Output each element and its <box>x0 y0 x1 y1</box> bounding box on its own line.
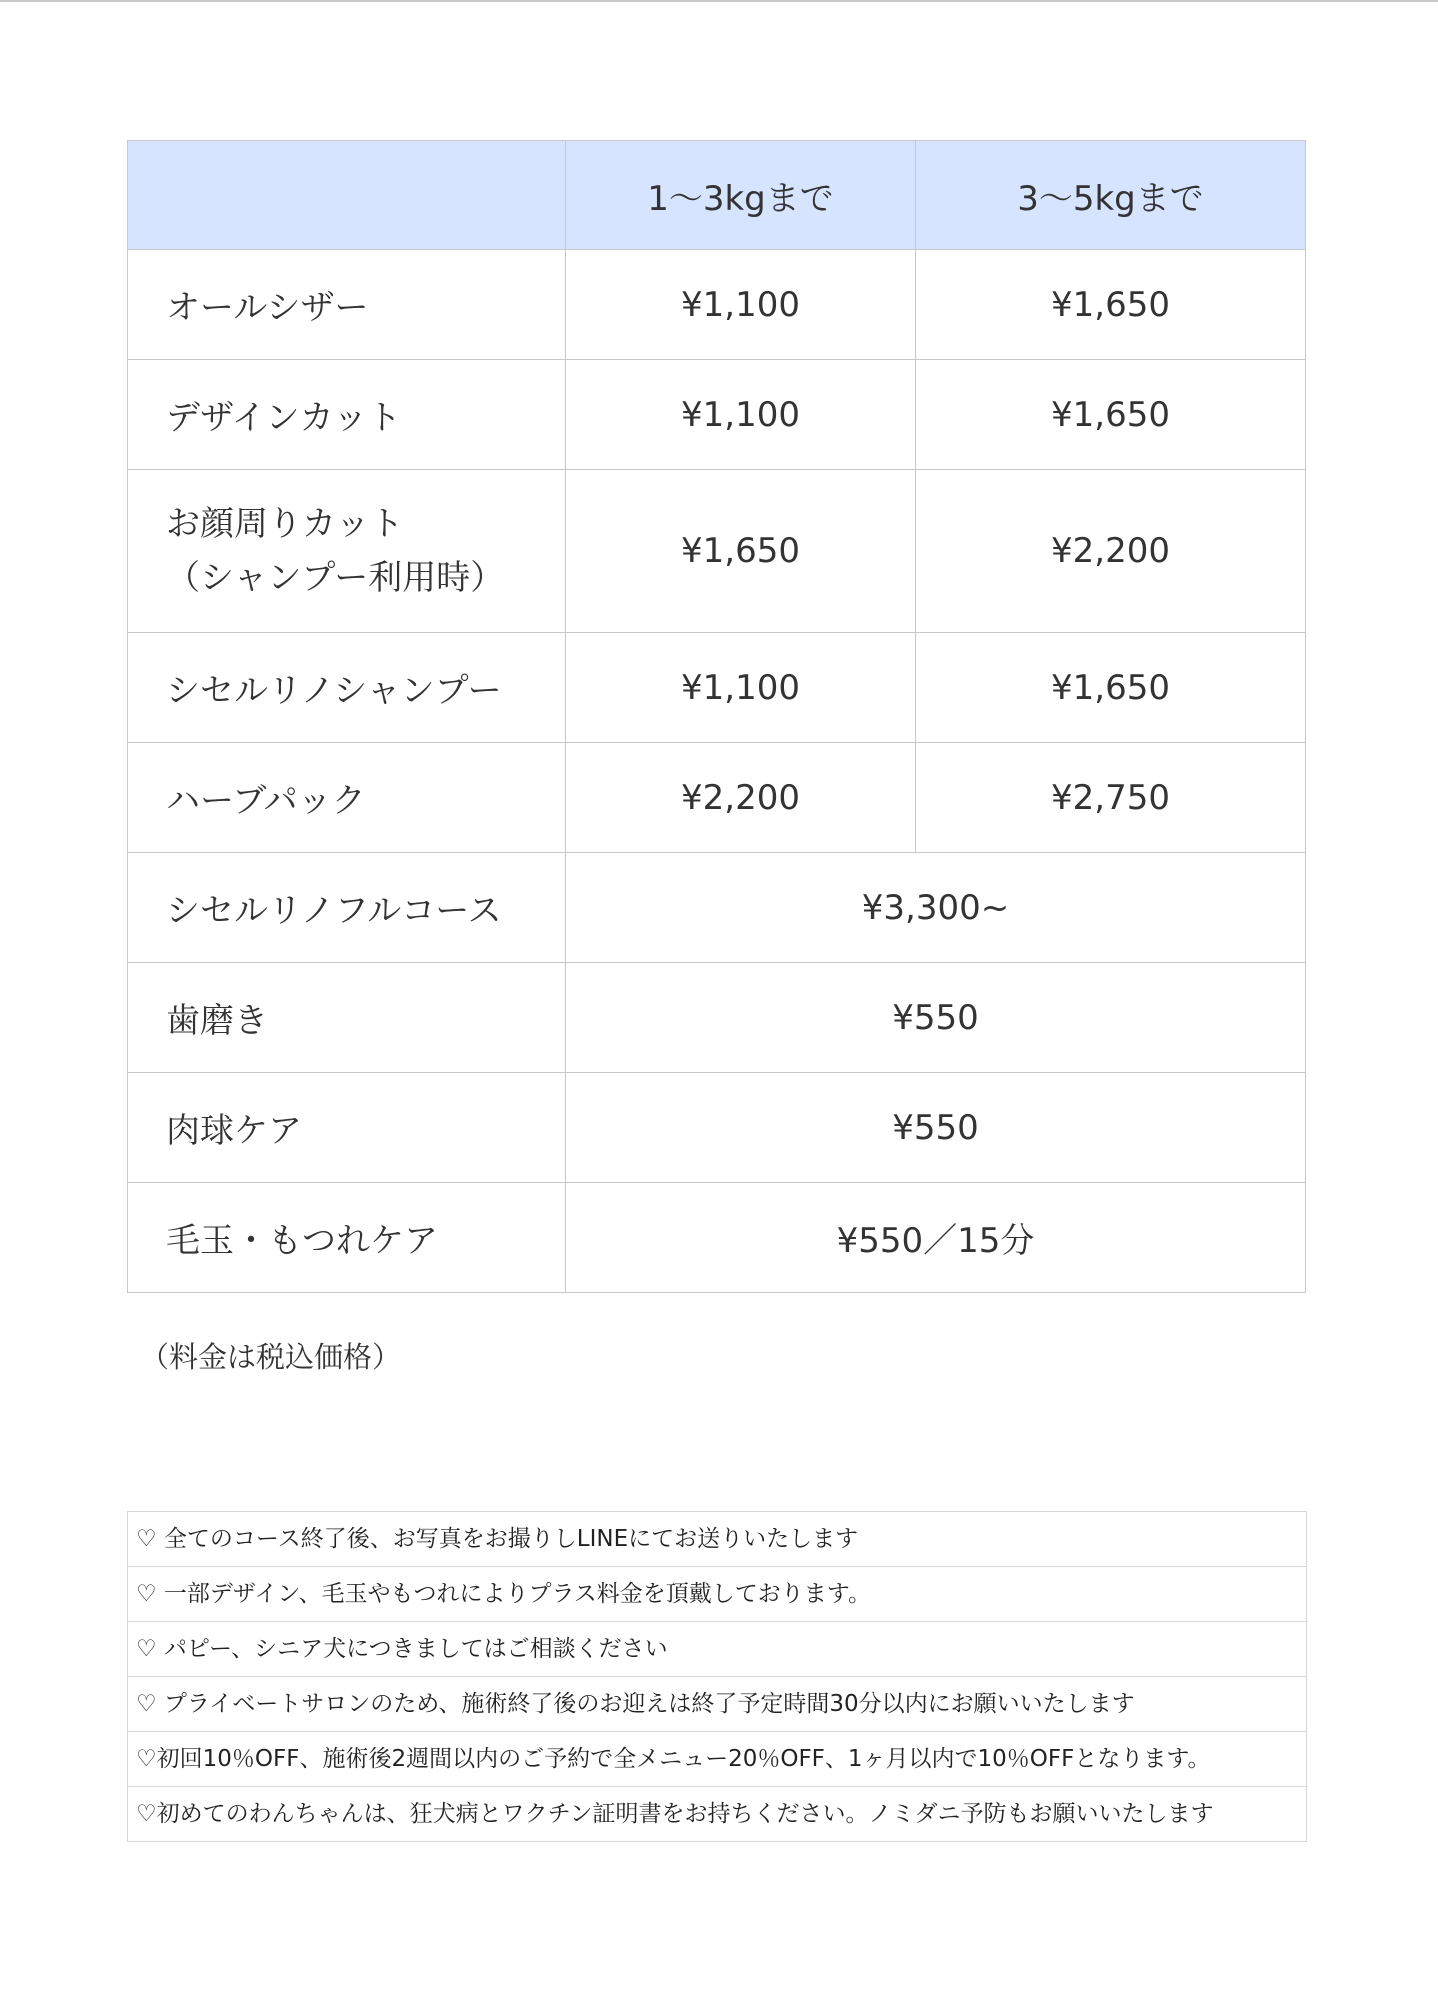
price-small: ¥1,650 <box>566 470 916 633</box>
service-name: デザインカット <box>128 360 566 470</box>
service-name: 肉球ケア <box>128 1073 566 1183</box>
price-flat: ¥3,300~ <box>566 853 1306 963</box>
top-divider <box>0 0 1438 2</box>
price-flat: ¥550 <box>566 1073 1306 1183</box>
table-row <box>128 853 1306 963</box>
header-weight-1-3kg: 1〜3kgまで <box>566 141 916 250</box>
note-item: ♡ 全てのコース終了後、お写真をお撮りしLINEにてお送りいたします <box>128 1512 1306 1567</box>
price-large: ¥1,650 <box>916 360 1306 470</box>
service-name: オールシザー <box>128 250 566 360</box>
note-item: ♡ プライベートサロンのため、施術終了後のお迎えは終了予定時間30分以内にお願いいたします <box>128 1677 1306 1732</box>
table-row <box>128 470 1306 633</box>
header-empty-cell <box>128 141 566 250</box>
header-weight-3-5kg: 3〜5kgまで <box>916 141 1306 250</box>
price-small: ¥1,100 <box>566 360 916 470</box>
service-name-line-2: （シャンプー利用時） <box>166 558 505 598</box>
note-item: ♡初めてのわんちゃんは、狂犬病とワクチン証明書をお持ちください。ノミダニ予防もお願いいたします <box>128 1787 1306 1842</box>
service-name <box>128 470 566 633</box>
price-large: ¥1,650 <box>916 633 1306 743</box>
table-row <box>128 1183 1306 1293</box>
table-row <box>128 743 1306 853</box>
note-item: ♡初回10％OFF、施術後2週間以内のご予約で全メニュー20％OFF、1ヶ月以内で10％OFFとなります。 <box>128 1732 1306 1787</box>
table-row <box>128 360 1306 470</box>
notes-list <box>127 1511 1307 1842</box>
price-large: ¥2,200 <box>916 470 1306 633</box>
price-small: ¥1,100 <box>566 250 916 360</box>
note-item: ♡ 一部デザイン、毛玉やもつれによりプラス料金を頂戴しております。 <box>128 1567 1306 1622</box>
service-name: 歯磨き <box>128 963 566 1073</box>
table-row <box>128 633 1306 743</box>
table-header-row <box>128 141 1306 250</box>
table-row <box>128 250 1306 360</box>
service-name-line-1: お顔周りカット <box>166 504 404 544</box>
tax-note: （料金は税込価格） <box>140 1340 402 1374</box>
service-name: シセルリノフルコース <box>128 853 566 963</box>
table-row <box>128 1073 1306 1183</box>
service-name: シセルリノシャンプー <box>128 633 566 743</box>
note-item: ♡ パピー、シニア犬につきましてはご相談ください <box>128 1622 1306 1677</box>
table-row <box>128 963 1306 1073</box>
price-large: ¥2,750 <box>916 743 1306 853</box>
service-name: 毛玉・もつれケア <box>128 1183 566 1293</box>
price-small: ¥2,200 <box>566 743 916 853</box>
price-small: ¥1,100 <box>566 633 916 743</box>
price-large: ¥1,650 <box>916 250 1306 360</box>
price-flat: ¥550／15分 <box>566 1183 1306 1293</box>
price-flat: ¥550 <box>566 963 1306 1073</box>
service-name: ハーブパック <box>128 743 566 853</box>
price-table <box>127 140 1306 1293</box>
